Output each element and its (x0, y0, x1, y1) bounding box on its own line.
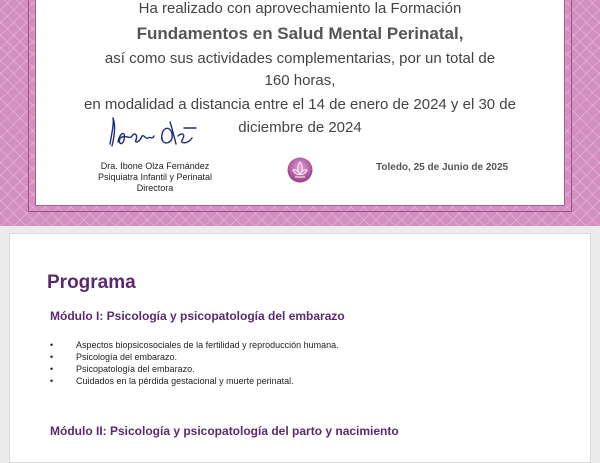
certificate-activities: así como sus actividades complementarias, por un total de (104, 50, 496, 67)
certificate-hours: 160 horas, (264, 72, 336, 89)
list-item: • Aspectos biopsicosociales de la fertilidad y reproducción humana. (50, 339, 339, 351)
certificate-dates: en modalidad a distancia entre el 14 de enero de 2024 y el 30 de (84, 96, 516, 113)
signer-block (60, 161, 250, 194)
module-2-title: Módulo II: Psicología y psicopatología del parto y nacimiento (50, 424, 399, 438)
certificate-intro: Ha realizado con aprovechamiento la Formación (138, 0, 462, 17)
list-item: • Psicología del embarazo. (50, 351, 339, 363)
place-date: Toledo, 25 de Junio de 2025 (376, 162, 509, 173)
module-1-title: Módulo I: Psicología y psicopatología del embarazo (50, 309, 345, 323)
lotus-logo-icon (287, 157, 313, 183)
signer-role: Psiquiatra Infantil y Perinatal (97, 172, 213, 182)
course-title: Fundamentos en Salud Mental Perinatal, (136, 24, 464, 43)
signer-position: Directora (136, 183, 174, 193)
list-item: • Cuidados en la pérdida gestacional y muerte perinatal. (50, 375, 339, 387)
signer-name: Dra. Ibone Olza Fernández (100, 161, 210, 171)
module-1-list (50, 339, 339, 387)
program-title: Programa (47, 272, 136, 293)
certificate-dates-end: diciembre de 2024 (238, 119, 362, 136)
list-item: • Psicopatología del embarazo. (50, 363, 339, 375)
handwritten-signature (104, 114, 200, 154)
